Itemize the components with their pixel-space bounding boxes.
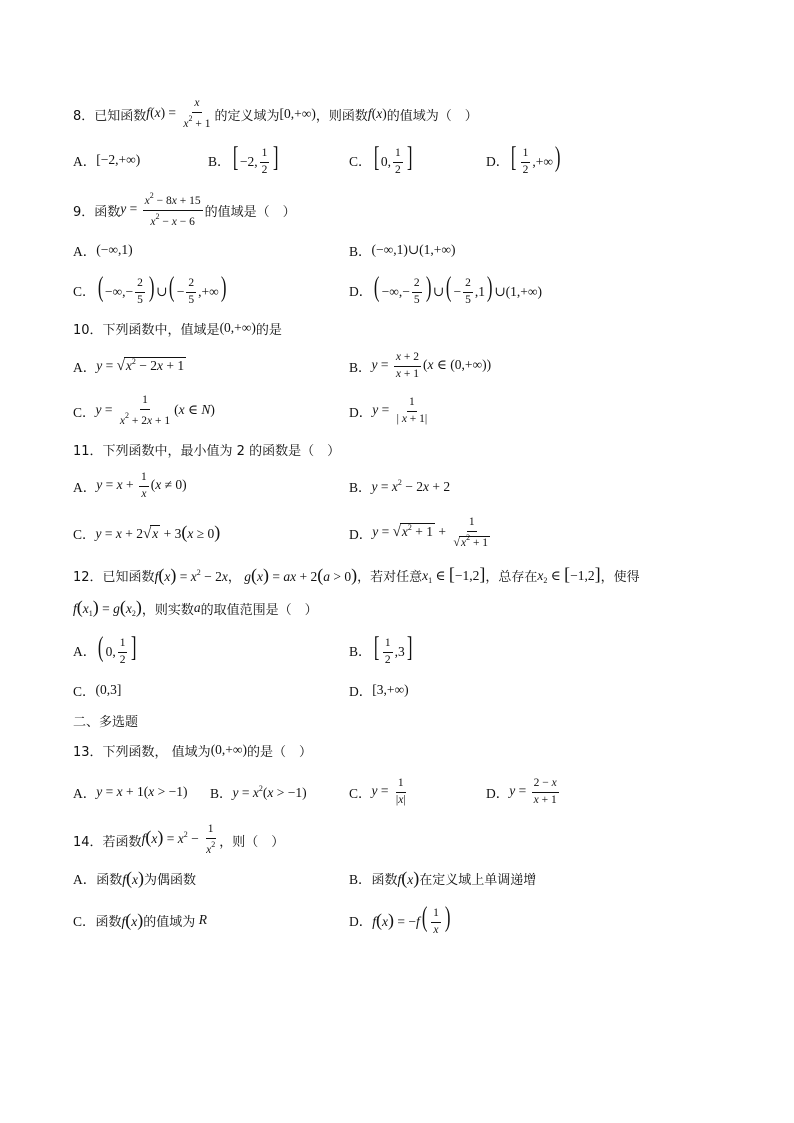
option-math: y = $\frac{2 - x}{x + 1}$ — [509, 777, 557, 806]
option-label: D． — [349, 405, 373, 420]
option-math: y = x + $\frac{1}{x}$ (x ≠ 0) — [96, 471, 187, 500]
option-math: [ $\frac{1}{2}$ ,3] — [373, 631, 413, 666]
question-number: 8． — [73, 108, 95, 124]
option-text: 函数 — [95, 914, 122, 930]
option-a — [73, 140, 140, 180]
math-expression: $f(x_1) = g(x_2)$ — [73, 597, 142, 618]
option-label: A． — [73, 480, 97, 495]
math-expression: (0,+∞) — [219, 320, 256, 335]
option-math: [3,+∞) — [372, 682, 409, 697]
option-b — [349, 858, 536, 898]
question-number: 10． — [73, 322, 103, 338]
question-10 — [73, 308, 282, 348]
option-d — [486, 140, 562, 180]
option-label: A． — [73, 644, 97, 659]
option-math: y = x + 2√x + 3(x ≥ 0) — [95, 522, 221, 542]
option-c — [349, 140, 414, 180]
option-text: 函数 — [96, 872, 123, 888]
question-text: 的值域为（ ） — [386, 108, 478, 124]
question-12-continued — [73, 588, 318, 628]
option-math: y = $\frac{1}{| x + 1|}$ — [372, 396, 428, 425]
question-number: 14． — [73, 834, 103, 850]
option-math: $y = √x^2 - 2x + 1$ — [96, 357, 185, 374]
option-text: 为偶函数 — [144, 872, 197, 888]
option-math: $y = x^2 - 2x + 2$ — [371, 477, 451, 494]
question-text: 若函数 — [102, 834, 142, 850]
question-text: ，若对任意 — [357, 569, 423, 585]
option-label: C． — [349, 154, 372, 169]
option-text: 函数 — [371, 872, 398, 888]
option-math: ( −∞,− $\frac{2}{5}$ ) ∪( − $\frac{2}{5}$ ,1) ∪(1,+∞) — [374, 271, 543, 306]
option-math: f(x) — [122, 867, 145, 888]
option-math: ( 0, $\frac{1}{2}$ ] — [98, 631, 137, 666]
option-label: B． — [349, 872, 372, 887]
question-text: 的是 — [255, 322, 282, 338]
option-b — [349, 466, 450, 506]
option-d — [349, 900, 452, 940]
question-text: ，则实数 — [141, 602, 194, 618]
option-c — [73, 391, 215, 431]
option-label: B． — [208, 154, 231, 169]
option-label: D． — [349, 914, 373, 929]
question-number: 9． — [73, 204, 95, 220]
option-label: A． — [73, 154, 97, 169]
question-text: ， — [227, 569, 241, 585]
question-text: 的是（ ） — [247, 744, 313, 760]
question-13 — [73, 730, 312, 770]
option-d — [349, 270, 542, 310]
question-text: 的值域是（ ） — [204, 204, 296, 220]
option-math: f(x) — [121, 909, 144, 930]
option-math: f(x) = −f( $\frac{1}{x}$ ) — [372, 901, 451, 936]
option-c — [73, 513, 220, 553]
option-math: $y = x^2(x > -1)$ — [232, 783, 307, 800]
option-text: 在定义域上单调递增 — [419, 872, 537, 888]
option-label: D． — [486, 154, 510, 169]
question-11 — [73, 429, 340, 469]
option-label: B． — [349, 480, 372, 495]
math-expression: y = $\frac{x^2 - 8x + 15}{x^2 - x - 6}$ — [120, 191, 201, 228]
option-c — [73, 900, 207, 940]
option-math: [ −2, $\frac{1}{2}$ ] — [232, 141, 279, 176]
option-math: $y = √x^2 + 1$ + $\frac{1}{√x^2 + 1}$ — [372, 516, 489, 549]
question-9 — [73, 190, 296, 230]
math-expression: $x_1$ ∈ [−1,2] — [422, 564, 486, 585]
option-math: (0,3] — [95, 682, 122, 697]
option-math: y = $\frac{x + 2}{x + 1}$ (x ∈ (0,+∞)) — [371, 351, 492, 380]
option-a — [73, 858, 196, 898]
math-expression: g(x) = ax + 2(a > 0) — [244, 564, 358, 585]
math-expression: $f(x) = x^2$ − $\frac{1}{x^2}$ — [141, 823, 216, 856]
math-expression: f(x) = $\frac{x}{x^2 + 1}$ — [146, 97, 211, 130]
option-math: (−∞,1) — [96, 242, 133, 257]
question-text: ，使得 — [600, 569, 640, 585]
option-b — [349, 630, 414, 670]
option-math: y = $\frac{1}{x^2 + 2x + 1}$ (x ∈ N) — [95, 394, 215, 427]
option-label: D． — [349, 684, 373, 699]
option-label: A． — [73, 360, 97, 375]
option-d — [486, 772, 561, 812]
option-b — [210, 772, 307, 812]
option-label: D． — [349, 284, 373, 299]
option-label: D． — [486, 786, 510, 801]
question-text: 下列函数， 值域为 — [102, 744, 211, 760]
option-a — [73, 466, 187, 506]
question-text: 已知函数 — [102, 569, 155, 585]
question-text: 已知函数 — [94, 108, 147, 124]
math-expression: (0,+∞) — [210, 742, 248, 757]
option-b — [349, 346, 491, 386]
math-expression: f(x) — [367, 106, 387, 121]
option-a — [73, 346, 186, 386]
option-math: [ $\frac{1}{2}$ ,+∞) — [511, 141, 561, 176]
question-text: ，则函数 — [315, 108, 368, 124]
option-b — [349, 230, 456, 270]
math-variable: a — [193, 600, 201, 615]
option-label: B． — [210, 786, 233, 801]
question-number: 13． — [73, 744, 103, 760]
option-label: C． — [73, 527, 96, 542]
option-b — [208, 140, 281, 180]
question-text: 的取值范围是（ ） — [200, 602, 318, 618]
option-label: C． — [73, 684, 96, 699]
question-number: 12． — [73, 569, 103, 585]
question-text: 下列函数中，最小值为 2 的函数是（ ） — [102, 443, 341, 459]
option-math: [−2,+∞) — [96, 152, 141, 167]
option-d — [349, 391, 431, 431]
math-expression: $f(x) = x^2 - 2x$ — [154, 564, 228, 585]
question-text: 的定义域为 — [214, 108, 280, 124]
option-math: (−∞,1)∪(1,+∞) — [371, 242, 456, 257]
question-text: 下列函数中，值域是 — [102, 322, 220, 338]
option-label: C． — [349, 786, 372, 801]
question-text: ，总存在 — [485, 569, 538, 585]
option-c — [73, 270, 228, 310]
option-label: B． — [349, 360, 372, 375]
option-label: A． — [73, 872, 97, 887]
option-label: B． — [349, 244, 372, 259]
question-text: 函数 — [94, 204, 121, 220]
question-14 — [73, 820, 284, 860]
math-expression: $x_2$ ∈ [−1,2] — [537, 564, 601, 585]
option-math: y = x + 1(x > −1) — [96, 784, 188, 799]
option-label: D． — [349, 527, 373, 542]
question-8 — [73, 94, 478, 134]
option-a — [73, 630, 139, 670]
option-label: A． — [73, 786, 97, 801]
option-text: 的值域为 — [143, 914, 196, 930]
option-d — [349, 513, 494, 553]
option-label: C． — [73, 284, 96, 299]
question-text: ，则（ ） — [219, 834, 285, 850]
math-expression: [0,+∞) — [279, 106, 316, 121]
option-a — [73, 230, 133, 270]
section-title: 二、多选题 — [73, 714, 139, 730]
option-a — [73, 772, 187, 812]
option-math: y = $\frac{1}{|x|}$ — [371, 777, 406, 806]
option-label: C． — [73, 405, 96, 420]
option-c — [349, 772, 410, 812]
option-math: ( −∞,− $\frac{2}{5}$ ) ∪( − $\frac{2}{5}$ ,+∞) — [97, 271, 227, 306]
option-math: f(x) — [397, 867, 420, 888]
option-math: R — [195, 912, 207, 927]
option-label: A． — [73, 244, 97, 259]
question-number: 11． — [73, 443, 103, 459]
option-label: C． — [73, 914, 96, 929]
option-math: [ 0, $\frac{1}{2}$ ] — [373, 141, 413, 176]
option-d — [349, 670, 409, 710]
option-label: B． — [349, 644, 372, 659]
